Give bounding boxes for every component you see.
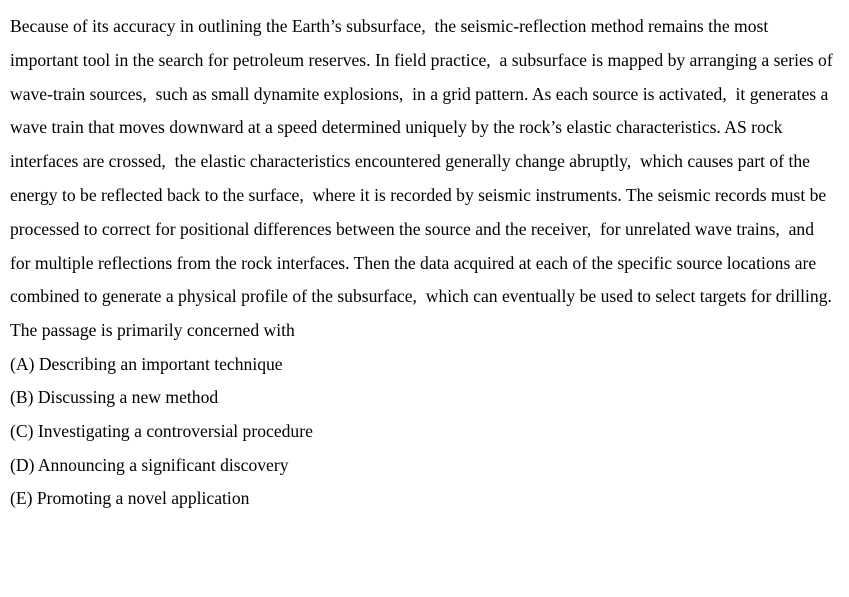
question-prompt: The passage is primarily concerned with <box>10 320 295 341</box>
answer-options <box>10 348 837 516</box>
option-e[interactable]: (E) Promoting a novel application <box>10 488 250 509</box>
option-c[interactable]: (C) Investigating a controversial procedure <box>10 420 313 441</box>
reading-passage: Because of its accuracy in outlining the Earth’s subsurface, the seismic-reflection method remains the most important tool in the search for petroleum reserves. In field practice, a subsurface is mapped by arranging a series of wave-train sources, such as small dynamite explosions, in a grid pattern. As each source is activated, it generates a wave train that moves downward at a speed determined uniquely by the rock’s elastic characteristics. AS rock interfaces are crossed, the elastic characteristics encountered generally change abruptly, which causes part of the energy to be reflected back to the surface, where it is recorded by seismic instruments. The seismic records must be processed to correct for positional differences between the source and the receiver, for unrelated wave trains, and for multiple reflections from the rock interfaces. Then the data acquired at each of the specific source locations are combined to generate a physical profile of the subsurface, which can eventually be used to select targets for drilling. <box>10 16 833 307</box>
option-d[interactable]: (D) Announcing a significant discovery <box>10 454 289 475</box>
option-a[interactable]: (A) Describing an important technique <box>10 353 283 374</box>
option-b[interactable]: (B) Discussing a new method <box>10 387 219 408</box>
